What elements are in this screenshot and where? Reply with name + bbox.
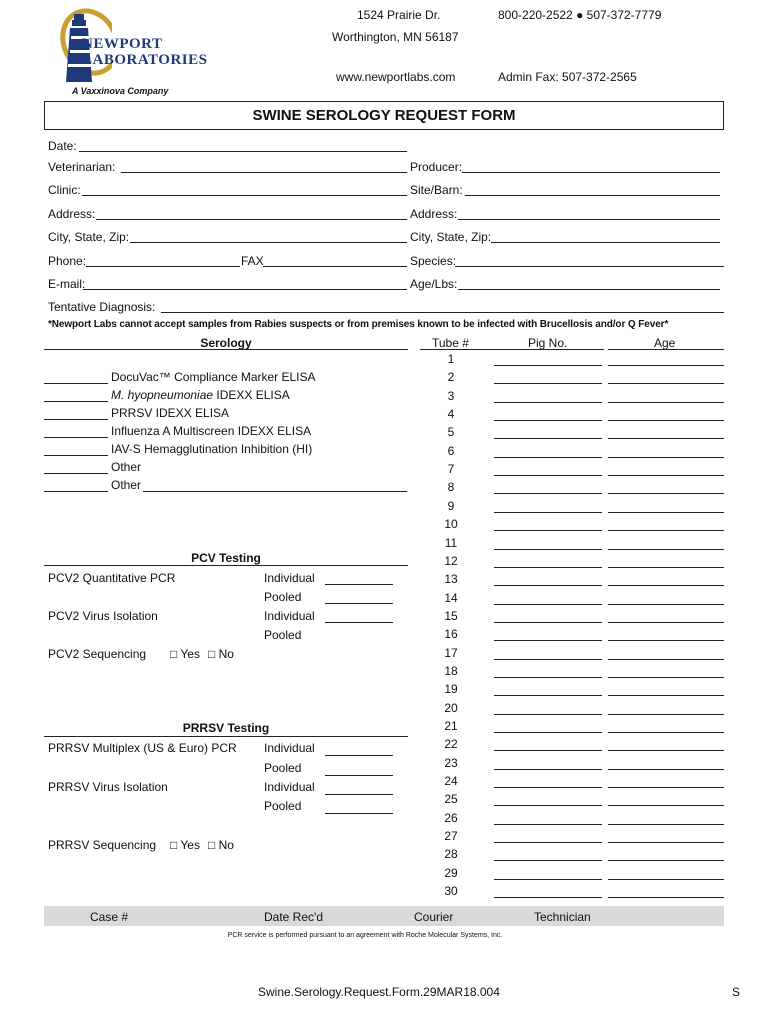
logo-name-line2: LABORATORIES <box>82 52 208 68</box>
right-field-label-agelbs: Age/Lbs: <box>410 277 458 291</box>
tube-number: 5 <box>447 425 455 439</box>
prrsv-multiplex-pooled-field[interactable] <box>325 775 393 776</box>
date-label: Date: <box>48 139 77 153</box>
serology-check-blank[interactable] <box>44 473 108 474</box>
pig-no-field[interactable] <box>494 659 602 660</box>
right-field-label-sitebarn: Site/Barn: <box>410 183 463 197</box>
pcv-title: PCV Testing <box>191 551 261 565</box>
serology-item <box>111 388 290 402</box>
serology-item-italic: M. hyopneumoniae <box>111 388 214 402</box>
serology-item-label: Influenza A Multiscreen IDEXX ELISA <box>111 424 312 438</box>
left-field-label-citystatezip: City, State, Zip: <box>48 230 130 244</box>
tube-number: 12 <box>444 554 458 568</box>
prrsv-multiplex-individual-field[interactable] <box>325 755 393 756</box>
serology-check-blank[interactable] <box>44 437 108 438</box>
tube-number: 10 <box>444 517 458 531</box>
serology-item-label: Other <box>111 460 142 474</box>
serology-item-label: PRRSV IDEXX ELISA <box>111 406 230 420</box>
tube-number: 2 <box>447 370 455 384</box>
tube-number: 30 <box>444 884 458 898</box>
age-field[interactable] <box>608 567 724 568</box>
serology-check-blank[interactable] <box>44 383 108 384</box>
address-line1: 1524 Prairie Dr. <box>357 8 441 22</box>
logo-name-line1: NEWPORT <box>82 36 163 52</box>
right-field-label-producer: Producer: <box>410 160 463 174</box>
serology-item-label: Other <box>111 478 142 492</box>
tube-number: 16 <box>444 627 458 641</box>
pcr-agreement-note: PCR service is performed pursuant to an agreement with Roche Molecular Systems, Inc. <box>227 932 503 939</box>
age-field[interactable] <box>608 420 724 421</box>
left-field-label-email: E-mail: <box>48 277 86 291</box>
pig-no-field[interactable] <box>494 622 602 623</box>
website-link[interactable]: www.newportlabs.com <box>336 70 456 84</box>
pcv2-seq-no-checkbox[interactable]: □ No <box>208 647 234 661</box>
tube-number: 25 <box>444 792 458 806</box>
age-field[interactable] <box>608 383 724 384</box>
pig-no-field[interactable] <box>494 585 602 586</box>
pcv2-quant-pooled-label: Pooled <box>264 590 302 604</box>
tube-number: 19 <box>444 682 458 696</box>
age-header-rule <box>608 349 724 350</box>
tube-number: 22 <box>444 737 458 751</box>
pcv2-quant-label: PCV2 Quantitative PCR <box>48 571 176 585</box>
pig-no-field[interactable] <box>494 714 602 715</box>
age-field[interactable] <box>608 402 724 403</box>
pig-no-field[interactable] <box>494 824 602 825</box>
pcv2-quant-individual-field[interactable] <box>325 584 393 585</box>
table-header-rule <box>420 349 604 350</box>
pig-no-header: Pig No. <box>528 336 568 350</box>
prrsv-multiplex-individual-label: Individual <box>264 741 315 755</box>
serology-item <box>111 442 312 456</box>
courier-label: Courier <box>414 910 454 924</box>
prrsv-virus-individual-label: Individual <box>264 780 315 794</box>
age-field[interactable] <box>608 805 724 806</box>
prrsv-multiplex-pooled-label: Pooled <box>264 761 302 775</box>
pig-no-field[interactable] <box>494 769 602 770</box>
serology-item <box>111 424 311 438</box>
pig-no-field[interactable] <box>494 530 602 531</box>
serology-other-specify-field[interactable] <box>143 491 407 492</box>
pig-no-field[interactable] <box>494 493 602 494</box>
left-field-input-veterinarian[interactable] <box>121 172 407 173</box>
pcv2-virus-individual-label: Individual <box>264 609 315 623</box>
tube-number: 24 <box>444 774 458 788</box>
document-id: Swine.Serology.Request.Form.29MAR18.004 <box>258 985 500 999</box>
tube-number: 14 <box>444 591 458 605</box>
tube-number: 11 <box>444 536 458 550</box>
age-field[interactable] <box>608 842 724 843</box>
pig-no-field[interactable] <box>494 567 602 568</box>
serology-check-blank[interactable] <box>44 455 108 456</box>
serology-item-label: DocuVac™ Compliance Marker ELISA <box>111 370 316 384</box>
left-field-label-address: Address: <box>48 207 96 221</box>
age-field[interactable] <box>608 860 724 861</box>
company-logo <box>52 6 208 96</box>
prrsv-seq-no-checkbox[interactable]: □ No <box>208 838 234 852</box>
age-field[interactable] <box>608 677 724 678</box>
age-field[interactable] <box>608 585 724 586</box>
age-field[interactable] <box>608 493 724 494</box>
pig-no-field[interactable] <box>494 842 602 843</box>
pig-no-field[interactable] <box>494 695 602 696</box>
age-field[interactable] <box>608 659 724 660</box>
pig-no-field[interactable] <box>494 475 602 476</box>
tube-number: 20 <box>444 701 458 715</box>
tube-number: 7 <box>447 462 455 476</box>
age-field[interactable] <box>608 457 724 458</box>
case-number-label: Case # <box>90 910 129 924</box>
tentative-diagnosis-field[interactable] <box>161 312 724 313</box>
tube-number: 13 <box>444 572 458 586</box>
tube-number: 28 <box>444 847 458 861</box>
date-received-label: Date Rec'd <box>264 910 323 924</box>
prrsv-seq-label: PRRSV Sequencing <box>48 838 157 852</box>
prrsv-multiplex-label: PRRSV Multiplex (US & Euro) PCR <box>48 741 237 755</box>
right-field-input-species[interactable] <box>455 266 724 267</box>
serology-item-suffix: IDEXX ELISA <box>213 388 290 402</box>
serology-item <box>111 406 229 420</box>
pig-no-field[interactable] <box>494 860 602 861</box>
age-field[interactable] <box>608 365 724 366</box>
pcv2-virus-individual-field[interactable] <box>325 622 393 623</box>
tentative-diagnosis-label: Tentative Diagnosis: <box>48 300 156 314</box>
admin-fax: Admin Fax: 507-372-2565 <box>498 70 637 84</box>
tube-header: Tube # <box>432 336 469 350</box>
tube-number: 15 <box>444 609 458 623</box>
pig-no-field[interactable] <box>494 897 602 898</box>
pig-no-field[interactable] <box>494 438 602 439</box>
pcv2-seq-yes-checkbox[interactable]: □ Yes <box>170 647 200 661</box>
right-field-input-agelbs[interactable] <box>458 289 720 290</box>
age-field[interactable] <box>608 897 724 898</box>
left-field-label-phone: Phone: <box>48 254 87 268</box>
prrsv-title: PRRSV Testing <box>182 721 270 735</box>
form-title: SWINE SEROLOGY REQUEST FORM <box>252 107 516 124</box>
pig-no-field[interactable] <box>494 383 602 384</box>
age-field[interactable] <box>608 714 724 715</box>
logo-tagline: A Vaxxinova Company <box>72 86 169 96</box>
tube-number: 1 <box>447 352 455 366</box>
pcv-title-rule <box>44 565 408 566</box>
pcv2-virus-label: PCV2 Virus Isolation <box>48 609 158 623</box>
serology-item <box>111 460 141 474</box>
age-field[interactable] <box>608 549 724 550</box>
tube-number: 21 <box>444 719 458 733</box>
tube-number: 8 <box>447 480 455 494</box>
pig-no-field[interactable] <box>494 732 602 733</box>
office-use-bar <box>44 906 724 926</box>
serology-title-rule <box>44 349 408 350</box>
age-field[interactable] <box>608 622 724 623</box>
tube-number: 18 <box>444 664 458 678</box>
serology-item <box>111 478 141 492</box>
right-field-label-species: Species: <box>410 254 457 268</box>
pcv2-seq-label: PCV2 Sequencing <box>48 647 147 661</box>
prrsv-title-rule <box>44 736 408 737</box>
right-field-input-producer[interactable] <box>462 172 720 173</box>
left-field-input-clinic[interactable] <box>82 195 407 196</box>
pig-no-field[interactable] <box>494 365 602 366</box>
prrsv-virus-individual-field[interactable] <box>325 794 393 795</box>
serology-item-label: IAV-S Hemagglutination Inhibition (HI) <box>111 442 313 456</box>
tube-number: 29 <box>444 866 458 880</box>
age-field[interactable] <box>608 530 724 531</box>
age-field[interactable] <box>608 824 724 825</box>
left-field-input-citystatezip[interactable] <box>130 242 407 243</box>
age-field[interactable] <box>608 879 724 880</box>
right-field-label-citystatezip: City, State, Zip: <box>410 230 492 244</box>
pig-no-field[interactable] <box>494 604 602 605</box>
tube-number: 3 <box>447 389 455 403</box>
age-field[interactable] <box>608 787 724 788</box>
prrsv-virus-pooled-field[interactable] <box>325 813 393 814</box>
tube-number: 27 <box>444 829 458 843</box>
pcv2-virus-pooled-label: Pooled <box>264 628 302 642</box>
prrsv-virus-label: PRRSV Virus Isolation <box>48 780 168 794</box>
pig-no-field[interactable] <box>494 805 602 806</box>
age-field[interactable] <box>608 604 724 605</box>
tube-number: 6 <box>447 444 455 458</box>
serology-title: Serology <box>200 336 252 350</box>
age-field[interactable] <box>608 750 724 751</box>
address-line2: Worthington, MN 56187 <box>332 30 459 44</box>
serology-check-blank[interactable] <box>44 419 108 420</box>
left-field-input-address[interactable] <box>96 219 407 220</box>
tube-number: 9 <box>447 499 455 513</box>
age-field[interactable] <box>608 438 724 439</box>
age-field[interactable] <box>608 769 724 770</box>
tube-number: 26 <box>444 811 458 825</box>
right-field-input-citystatezip[interactable] <box>491 242 720 243</box>
prrsv-virus-pooled-label: Pooled <box>264 799 302 813</box>
pcv2-quant-individual-label: Individual <box>264 571 315 585</box>
technician-label: Technician <box>534 910 591 924</box>
age-field[interactable] <box>608 640 724 641</box>
prrsv-seq-yes-checkbox[interactable]: □ Yes <box>170 838 200 852</box>
serology-item <box>111 370 316 384</box>
date-field[interactable] <box>79 151 407 152</box>
pig-no-field[interactable] <box>494 677 602 678</box>
pig-no-field[interactable] <box>494 787 602 788</box>
pig-no-field[interactable] <box>494 879 602 880</box>
age-field[interactable] <box>608 475 724 476</box>
right-field-input-address[interactable] <box>458 219 720 220</box>
pig-no-field[interactable] <box>494 512 602 513</box>
pig-no-field[interactable] <box>494 750 602 751</box>
right-field-input-sitebarn[interactable] <box>465 195 720 196</box>
fax-field[interactable] <box>263 266 407 267</box>
pig-no-field[interactable] <box>494 420 602 421</box>
serology-check-blank[interactable] <box>44 491 108 492</box>
pcv2-quant-pooled-field[interactable] <box>325 603 393 604</box>
left-field-label-veterinarian: Veterinarian: <box>48 160 116 174</box>
right-field-label-address: Address: <box>410 207 458 221</box>
pig-no-field[interactable] <box>494 549 602 550</box>
fax-label: FAX <box>241 254 264 268</box>
serology-check-blank[interactable] <box>44 401 108 402</box>
left-field-input-email[interactable] <box>83 289 407 290</box>
pig-no-field[interactable] <box>494 640 602 641</box>
age-field[interactable] <box>608 512 724 513</box>
warning-note: *Newport Labs cannot accept samples from Rabies suspects or from premises known to be infected with Brucellosis and/or Q Fever* <box>48 319 669 330</box>
tube-number: 17 <box>444 646 458 660</box>
tube-number: 23 <box>444 756 458 770</box>
left-field-label-clinic: Clinic: <box>48 183 81 197</box>
age-field[interactable] <box>608 732 724 733</box>
age-field[interactable] <box>608 695 724 696</box>
left-field-input-phone[interactable] <box>86 266 240 267</box>
tube-number: 4 <box>447 407 455 421</box>
phone-numbers: 800-220-2522 ● 507-372-7779 <box>498 8 662 22</box>
page-mark: S <box>732 985 741 999</box>
pig-no-field[interactable] <box>494 402 602 403</box>
age-header: Age <box>654 336 676 350</box>
pig-no-field[interactable] <box>494 457 602 458</box>
